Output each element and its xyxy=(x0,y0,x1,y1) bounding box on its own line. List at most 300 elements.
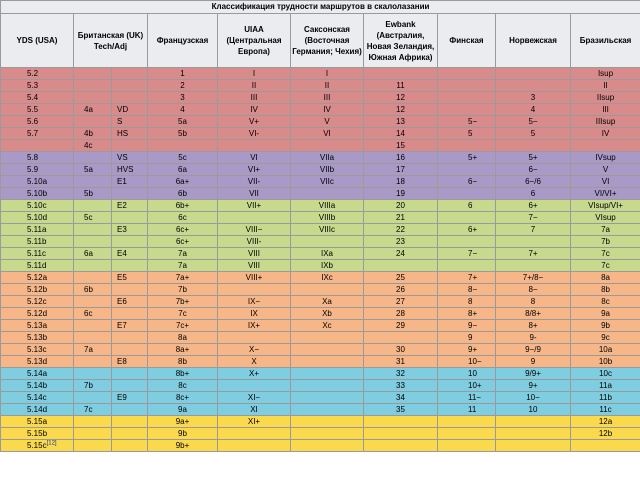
cell-norwegian xyxy=(496,392,571,404)
cell-uiaa-text: III xyxy=(250,93,258,102)
cell-ewbank xyxy=(364,332,438,344)
cell-norwegian xyxy=(496,104,571,116)
cell-uk-tech xyxy=(74,380,112,392)
table-row xyxy=(1,296,640,308)
cell-finnish xyxy=(438,440,496,452)
table-row xyxy=(1,80,640,92)
cell-yds-text: 5.13c xyxy=(27,345,47,354)
table-row xyxy=(1,284,640,296)
cell-ewbank-text: 29 xyxy=(396,321,405,330)
cell-saxon xyxy=(291,416,364,428)
cell-uk-tech-text: 6c xyxy=(84,309,93,318)
cell-french-text: 8c xyxy=(178,381,187,390)
cell-uiaa xyxy=(218,260,291,272)
cell-uiaa xyxy=(218,224,291,236)
cell-finnish xyxy=(438,188,496,200)
cell-uk-adj xyxy=(112,284,148,296)
cell-saxon xyxy=(291,104,364,116)
cell-uk-tech xyxy=(74,152,112,164)
cell-uk-adj xyxy=(112,104,148,116)
cell-norwegian xyxy=(496,140,571,152)
cell-finnish-text: 10 xyxy=(468,369,477,378)
cell-finnish-text: 7− xyxy=(468,249,478,258)
cell-norwegian-text: 6 xyxy=(530,189,536,198)
cell-french xyxy=(148,368,218,380)
cell-french-text: 7a xyxy=(178,249,187,258)
cell-french xyxy=(148,212,218,224)
cell-finnish-text: 5 xyxy=(468,129,473,138)
cell-brazilian-text: 9b xyxy=(601,321,610,330)
table-row xyxy=(1,260,640,272)
cell-ewbank xyxy=(364,68,438,80)
cell-saxon xyxy=(291,320,364,332)
cell-finnish xyxy=(438,296,496,308)
cell-uk-adj-text: E7 xyxy=(117,321,127,330)
cell-yds xyxy=(1,200,74,212)
cell-uk-adj xyxy=(112,248,148,260)
cell-uiaa xyxy=(218,272,291,284)
cell-norwegian xyxy=(496,200,571,212)
cell-uiaa-text: X− xyxy=(248,345,259,354)
cell-french-text: 6b xyxy=(178,189,187,198)
cell-saxon xyxy=(291,404,364,416)
cell-uiaa xyxy=(218,236,291,248)
cell-brazilian xyxy=(571,320,640,332)
cell-ewbank-text: 11 xyxy=(396,81,405,90)
cell-uk-adj xyxy=(112,296,148,308)
cell-ewbank-text: 12 xyxy=(396,105,405,114)
cell-uiaa xyxy=(218,380,291,392)
cell-uiaa-text: VII xyxy=(249,189,259,198)
cell-brazilian xyxy=(571,128,640,140)
cell-uiaa-text: XI− xyxy=(247,393,261,402)
cell-ewbank-text: 23 xyxy=(396,237,405,246)
cell-ewbank-text: 14 xyxy=(396,129,405,138)
cell-yds xyxy=(1,320,74,332)
cell-ewbank-text: 35 xyxy=(396,405,405,414)
cell-brazilian xyxy=(571,224,640,236)
cell-uiaa-text: IX+ xyxy=(247,321,261,330)
cell-ewbank xyxy=(364,116,438,128)
cell-uk-adj xyxy=(112,140,148,152)
header-yds: YDS (USA) xyxy=(1,14,74,68)
cell-brazilian-text: 9c xyxy=(601,333,610,342)
cell-brazilian-text: III xyxy=(602,105,609,114)
cell-uk-tech xyxy=(74,236,112,248)
cell-yds xyxy=(1,212,74,224)
cell-uiaa xyxy=(218,200,291,212)
table-row xyxy=(1,152,640,164)
cell-uk-adj xyxy=(112,368,148,380)
cell-norwegian-text: 7− xyxy=(528,213,538,222)
cell-brazilian xyxy=(571,392,640,404)
cell-finnish-text: 6− xyxy=(468,177,478,186)
cell-norwegian-text: 9−/9 xyxy=(525,345,541,354)
cell-saxon xyxy=(291,164,364,176)
reference-link[interactable]: [12] xyxy=(46,440,57,447)
cell-norwegian xyxy=(496,404,571,416)
cell-uiaa xyxy=(218,308,291,320)
cell-norwegian-text: 4 xyxy=(530,105,536,114)
cell-uk-adj-text: HS xyxy=(117,129,129,138)
cell-saxon xyxy=(291,152,364,164)
cell-uk-adj-text: E2 xyxy=(117,201,127,210)
cell-finnish xyxy=(438,236,496,248)
cell-ewbank xyxy=(364,212,438,224)
cell-french xyxy=(148,92,218,104)
cell-uk-tech xyxy=(74,104,112,116)
cell-uk-adj xyxy=(112,212,148,224)
cell-finnish-text: 10+ xyxy=(468,381,482,390)
cell-finnish-text: 8− xyxy=(468,285,478,294)
cell-french-text: 5c xyxy=(178,153,187,162)
cell-french xyxy=(148,260,218,272)
table-row xyxy=(1,404,640,416)
cell-french xyxy=(148,356,218,368)
cell-uiaa xyxy=(218,356,291,368)
cell-brazilian xyxy=(571,284,640,296)
table-row xyxy=(1,188,640,200)
cell-french xyxy=(148,104,218,116)
cell-brazilian-text: VIsup xyxy=(595,213,616,222)
cell-brazilian xyxy=(571,416,640,428)
cell-uk-tech-text: 4a xyxy=(84,105,93,114)
cell-saxon xyxy=(291,128,364,140)
cell-french-text: 6c+ xyxy=(175,237,190,246)
cell-uiaa-text: XI+ xyxy=(247,417,261,426)
cell-uiaa-text: XI xyxy=(250,405,258,414)
cell-finnish xyxy=(438,140,496,152)
cell-uk-tech xyxy=(74,200,112,212)
cell-uk-tech xyxy=(74,284,112,296)
cell-norwegian xyxy=(496,356,571,368)
cell-ewbank-text: 30 xyxy=(396,345,405,354)
cell-saxon-text: IXc xyxy=(321,273,333,282)
cell-uk-tech xyxy=(74,116,112,128)
table-row xyxy=(1,236,640,248)
cell-uiaa-text: II xyxy=(251,81,257,90)
cell-yds-text: 5.10d xyxy=(27,213,48,222)
cell-uk-tech xyxy=(74,344,112,356)
cell-ewbank-text: 20 xyxy=(396,201,405,210)
cell-french xyxy=(148,332,218,344)
cell-yds-text: 5.13a xyxy=(27,321,48,330)
cell-brazilian-text: IVsup xyxy=(595,153,616,162)
cell-french xyxy=(148,320,218,332)
cell-ewbank-text: 26 xyxy=(396,285,405,294)
cell-ewbank xyxy=(364,176,438,188)
cell-norwegian xyxy=(496,380,571,392)
table-row xyxy=(1,200,640,212)
cell-brazilian-text: 7b xyxy=(601,237,610,246)
cell-norwegian-text: 5 xyxy=(530,129,536,138)
cell-yds xyxy=(1,296,74,308)
cell-uiaa-text: VIII− xyxy=(245,225,263,234)
cell-uiaa-text: X+ xyxy=(248,369,259,378)
cell-french-text: 6c xyxy=(178,213,187,222)
cell-ewbank-text: 27 xyxy=(396,297,405,306)
cell-brazilian xyxy=(571,212,640,224)
cell-french-text: 8b xyxy=(178,357,187,366)
cell-finnish xyxy=(438,200,496,212)
cell-uk-adj xyxy=(112,404,148,416)
cell-saxon xyxy=(291,80,364,92)
cell-uk-adj-text: VS xyxy=(117,153,128,162)
cell-uiaa xyxy=(218,368,291,380)
cell-finnish-text: 11− xyxy=(468,393,481,402)
cell-brazilian-text: 7a xyxy=(601,225,610,234)
cell-uk-adj-text: E9 xyxy=(117,393,127,402)
cell-norwegian xyxy=(496,428,571,440)
cell-yds-text: 5.9 xyxy=(27,165,39,174)
cell-brazilian-text: IIIsup xyxy=(595,117,616,126)
cell-yds xyxy=(1,248,74,260)
cell-french xyxy=(148,296,218,308)
cell-uk-adj xyxy=(112,344,148,356)
cell-saxon xyxy=(291,392,364,404)
cell-norwegian-text: 8+ xyxy=(528,321,538,330)
cell-uk-adj xyxy=(112,236,148,248)
cell-uk-adj xyxy=(112,200,148,212)
cell-saxon xyxy=(291,356,364,368)
cell-yds-text: 5.11c xyxy=(27,249,46,258)
cell-saxon xyxy=(291,344,364,356)
cell-norwegian-text: 3 xyxy=(530,93,536,102)
cell-finnish xyxy=(438,176,496,188)
cell-finnish xyxy=(438,104,496,116)
cell-ewbank xyxy=(364,152,438,164)
cell-uiaa-text: V+ xyxy=(248,117,259,126)
cell-french xyxy=(148,224,218,236)
cell-brazilian xyxy=(571,260,640,272)
cell-saxon-text: II xyxy=(324,81,330,90)
cell-norwegian xyxy=(496,344,571,356)
cell-brazilian-text: VI xyxy=(601,177,610,186)
cell-yds xyxy=(1,152,74,164)
cell-ewbank-text: 18 xyxy=(396,177,405,186)
cell-yds xyxy=(1,92,74,104)
cell-uk-tech xyxy=(74,260,112,272)
cell-ewbank xyxy=(364,104,438,116)
cell-yds-text: 5.15a xyxy=(27,417,48,426)
cell-ewbank xyxy=(364,356,438,368)
table-body xyxy=(1,68,640,452)
cell-ewbank xyxy=(364,404,438,416)
cell-uiaa xyxy=(218,212,291,224)
cell-yds-text: 5.4 xyxy=(27,93,39,102)
cell-ewbank-text: 33 xyxy=(396,381,405,390)
cell-uk-adj xyxy=(112,272,148,284)
cell-yds xyxy=(1,380,74,392)
cell-saxon xyxy=(291,248,364,260)
header-saxon: Саксонская (Восточная Германия; Чехия) xyxy=(291,14,364,68)
cell-norwegian xyxy=(496,80,571,92)
cell-uk-tech-text: 6b xyxy=(84,285,93,294)
table-row xyxy=(1,344,640,356)
cell-yds xyxy=(1,176,74,188)
cell-norwegian-text: 10− xyxy=(526,393,540,402)
cell-finnish xyxy=(438,308,496,320)
header-uiaa: UIAA (Центральная Европа) xyxy=(218,14,291,68)
cell-french xyxy=(148,344,218,356)
cell-ewbank xyxy=(364,80,438,92)
cell-french xyxy=(148,428,218,440)
cell-finnish xyxy=(438,404,496,416)
cell-yds-text: 5.12b xyxy=(27,285,48,294)
cell-norwegian xyxy=(496,368,571,380)
cell-uk-adj-text: S xyxy=(117,117,123,126)
table-row xyxy=(1,140,640,152)
cell-french xyxy=(148,284,218,296)
cell-norwegian-text: 9/9+ xyxy=(525,369,541,378)
cell-norwegian xyxy=(496,332,571,344)
cell-brazilian-text: 11a xyxy=(599,381,612,390)
cell-saxon xyxy=(291,116,364,128)
cell-brazilian-text: 7c xyxy=(601,261,610,270)
cell-saxon xyxy=(291,308,364,320)
cell-finnish xyxy=(438,416,496,428)
cell-uiaa xyxy=(218,284,291,296)
cell-finnish-text: 10− xyxy=(468,357,482,366)
cell-french-text: 8a+ xyxy=(175,345,190,354)
cell-norwegian xyxy=(496,440,571,452)
cell-finnish xyxy=(438,92,496,104)
cell-uiaa xyxy=(218,404,291,416)
cell-ewbank-text: 13 xyxy=(396,117,405,126)
cell-ewbank-text: 24 xyxy=(396,249,405,258)
cell-uiaa xyxy=(218,188,291,200)
cell-norwegian xyxy=(496,284,571,296)
cell-french-text: 7b xyxy=(178,285,187,294)
cell-norwegian xyxy=(496,68,571,80)
cell-french xyxy=(148,176,218,188)
cell-norwegian xyxy=(496,248,571,260)
cell-brazilian-text: 11c xyxy=(599,405,612,414)
cell-uk-tech xyxy=(74,392,112,404)
cell-finnish xyxy=(438,116,496,128)
cell-saxon-text: I xyxy=(325,69,329,78)
cell-yds-text: 5.5 xyxy=(27,105,39,114)
cell-uiaa xyxy=(218,128,291,140)
cell-ewbank xyxy=(364,428,438,440)
cell-uk-tech xyxy=(74,368,112,380)
cell-ewbank-text: 17 xyxy=(396,165,405,174)
cell-brazilian-text: 10b xyxy=(598,357,613,366)
cell-yds-text: 5.13d xyxy=(27,357,48,366)
table-row xyxy=(1,380,640,392)
cell-uiaa xyxy=(218,176,291,188)
cell-ewbank-text: 19 xyxy=(396,189,405,198)
table-row xyxy=(1,308,640,320)
cell-brazilian-text: V xyxy=(602,165,609,174)
cell-brazilian-text: 8c xyxy=(601,297,610,306)
cell-brazilian xyxy=(571,380,640,392)
cell-norwegian-text: 5+ xyxy=(528,153,538,162)
cell-yds-text: 5.13b xyxy=(27,333,48,342)
cell-yds xyxy=(1,428,74,440)
cell-yds-text: 5.10a xyxy=(27,177,48,186)
cell-ewbank xyxy=(364,284,438,296)
cell-norwegian xyxy=(496,320,571,332)
cell-french-text: 8b+ xyxy=(175,369,190,378)
cell-brazilian xyxy=(571,116,640,128)
cell-saxon xyxy=(291,332,364,344)
cell-french-text: 7c xyxy=(178,309,187,318)
cell-yds-text: 5.15b xyxy=(27,429,48,438)
cell-saxon-text: IXb xyxy=(320,261,333,270)
cell-uk-tech-text: 5a xyxy=(84,165,93,174)
cell-finnish xyxy=(438,164,496,176)
cell-yds-text: 5.2 xyxy=(27,69,39,78)
cell-finnish-text: 5− xyxy=(468,117,478,126)
cell-brazilian xyxy=(571,176,640,188)
cell-french xyxy=(148,248,218,260)
cell-uk-adj xyxy=(112,440,148,452)
table-row xyxy=(1,440,640,452)
cell-yds-text: 5.10c xyxy=(27,201,47,210)
cell-yds xyxy=(1,272,74,284)
cell-ewbank xyxy=(364,272,438,284)
cell-saxon xyxy=(291,380,364,392)
cell-yds-text: 5.15c xyxy=(27,441,47,450)
cell-yds-text: 5.14d xyxy=(27,405,48,414)
cell-brazilian xyxy=(571,368,640,380)
cell-ewbank-text: 31 xyxy=(396,357,405,366)
cell-norwegian xyxy=(496,116,571,128)
cell-norwegian-text: 7 xyxy=(530,225,536,234)
cell-uiaa-text: VIII- xyxy=(246,237,262,246)
cell-french-text: 3 xyxy=(180,93,185,102)
cell-finnish xyxy=(438,392,496,404)
cell-brazilian-text: 9a xyxy=(601,309,610,318)
cell-french-text: 9a xyxy=(178,405,187,414)
cell-uk-adj-text: VD xyxy=(117,105,129,114)
cell-norwegian xyxy=(496,260,571,272)
cell-ewbank xyxy=(364,320,438,332)
cell-ewbank-text: 15 xyxy=(396,141,405,150)
cell-uk-adj xyxy=(112,428,148,440)
cell-uk-tech-text: 5c xyxy=(84,213,93,222)
cell-uk-tech xyxy=(74,428,112,440)
table-row xyxy=(1,128,640,140)
cell-yds xyxy=(1,116,74,128)
cell-yds xyxy=(1,80,74,92)
cell-uk-adj xyxy=(112,332,148,344)
cell-ewbank xyxy=(364,344,438,356)
cell-uk-adj-text: E1 xyxy=(117,177,127,186)
cell-uk-adj xyxy=(112,128,148,140)
header-french: Французская xyxy=(148,14,218,68)
cell-saxon xyxy=(291,68,364,80)
cell-uiaa xyxy=(218,248,291,260)
cell-french xyxy=(148,200,218,212)
cell-saxon xyxy=(291,368,364,380)
cell-yds xyxy=(1,404,74,416)
cell-brazilian-text: 8b xyxy=(601,285,610,294)
cell-norwegian xyxy=(496,92,571,104)
cell-saxon-text: IV xyxy=(323,105,331,114)
cell-uiaa xyxy=(218,140,291,152)
cell-saxon xyxy=(291,92,364,104)
cell-french-text: 7a+ xyxy=(175,273,190,282)
cell-uk-adj xyxy=(112,116,148,128)
cell-ewbank xyxy=(364,260,438,272)
cell-uiaa-text: IX− xyxy=(247,297,261,306)
cell-uk-tech xyxy=(74,404,112,416)
cell-yds xyxy=(1,368,74,380)
cell-finnish xyxy=(438,356,496,368)
cell-finnish-text: 6+ xyxy=(468,225,478,234)
